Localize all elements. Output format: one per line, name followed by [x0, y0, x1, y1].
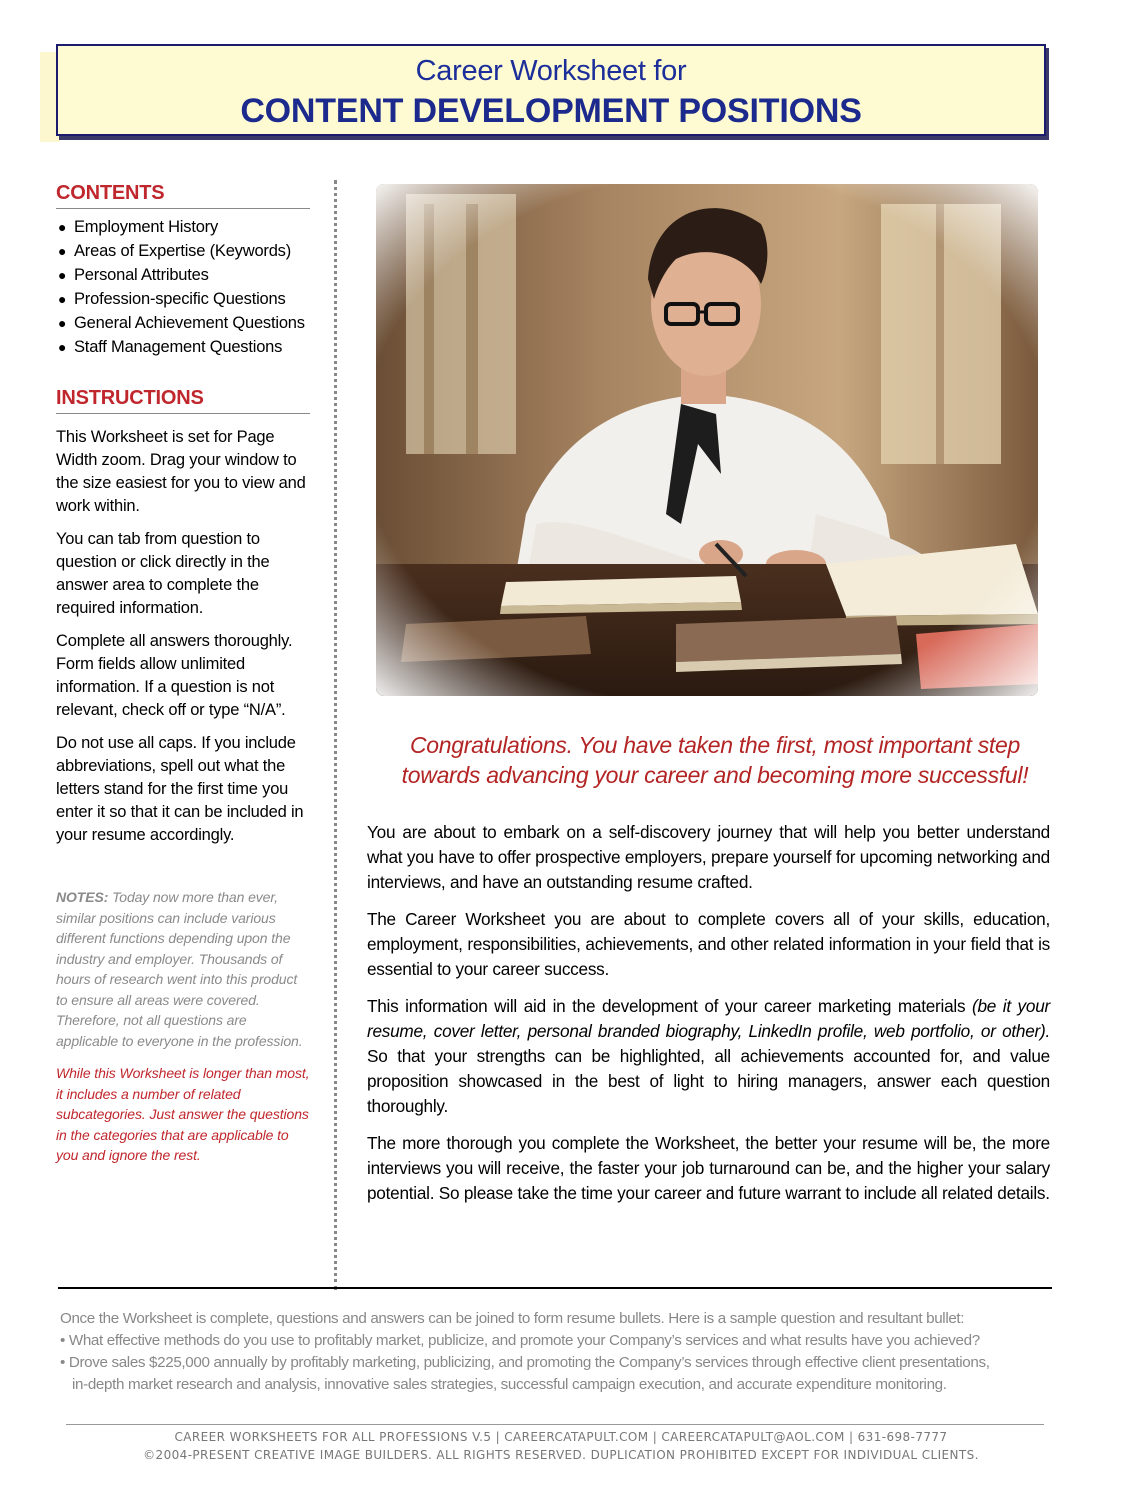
footer	[40, 1428, 1082, 1464]
congrats-message	[360, 730, 1070, 790]
contents-heading: CONTENTS	[56, 182, 310, 209]
title-banner	[40, 44, 1050, 140]
para3-lead: This information will aid in the development of your career marketing materials	[367, 996, 972, 1016]
contents-list	[56, 215, 310, 359]
notes-block	[56, 887, 310, 1051]
notes-text: Today now more than ever, similar positions can include various different functions depending upon the industry and employer. Thousands of hours of research went into this product to ensure all areas were covered. Therefore, not all questions are applicable to everyone in the profession.	[56, 889, 303, 1049]
contents-item[interactable]	[56, 215, 310, 239]
bullet-dot-icon: ●	[58, 315, 67, 331]
instructions-block	[56, 426, 310, 847]
para3-italic: (be it your resume, cover letter, personal branded biography, LinkedIn profile, web portfolio, or other).	[367, 996, 1050, 1041]
congrats-line-2: towards advancing your career and becoming more successful!	[401, 762, 1029, 788]
title-line-2: CONTENT DEVELOPMENT POSITIONS	[240, 92, 862, 130]
bullet-dot-icon: ●	[58, 339, 67, 355]
intro-paragraph-3	[367, 994, 1050, 1119]
instruction-paragraph: Complete all answers thoroughly. Form fields allow unlimited information. If a question is not relevant, check off or type “N/A”.	[56, 632, 293, 719]
intro-paragraph-1: You are about to embark on a self-discovery journey that will help you better understand what you have to offer prospective employers, prepare yourself for upcoming networking and interviews, and have an outstanding resume crafted.	[367, 822, 1050, 892]
contents-item[interactable]	[56, 239, 310, 263]
bullet-dot-icon: ●	[58, 219, 67, 235]
congrats-line-1: Congratulations. You have taken the first, most important step	[410, 732, 1020, 758]
para3-tail: So that your strengths can be highlighted, all achievements accounted for, and value proposition showcased in the best of light to hiring managers, answer each question thoroughly.	[367, 1046, 1050, 1116]
section-divider	[58, 1287, 1052, 1289]
contents-item-label: Areas of Expertise (Keywords)	[74, 242, 292, 260]
instructions-heading: INSTRUCTIONS	[56, 387, 310, 414]
contents-item-label: Profession-specific Questions	[74, 290, 286, 308]
contents-item[interactable]	[56, 287, 310, 311]
sample-intro: Once the Worksheet is complete, questions and answers can be joined to form resume bullets. Here is a sample question and resultant bullet:	[60, 1310, 965, 1327]
notes-red: While this Worksheet is longer than most, it includes a number of related subcategories. Just answer the questions in the categories that are applicable to you and ignore the rest.	[56, 1065, 310, 1163]
bullet-dot-icon: ●	[58, 267, 67, 283]
sample-question: • What effective methods do you use to profitably market, publicize, and promote your Company’s services and what results have you achieved?	[60, 1332, 980, 1349]
contents-item-label: Staff Management Questions	[74, 338, 283, 356]
contents-item-label: General Achievement Questions	[74, 314, 305, 332]
footer-line-2: ©2004-PRESENT CREATIVE IMAGE BUILDERS. ALL RIGHTS RESERVED. DUPLICATION PROHIBITED EXCEPT FOR INDIVIDUAL CLIENTS.	[143, 1448, 979, 1462]
sidebar	[56, 182, 310, 1166]
instruction-paragraph: Do not use all caps. If you include abbreviations, spell out what the letters stand for the first time you enter it so that it can be included in your resume accordingly.	[56, 734, 304, 844]
sample-bullet-line-2: in-depth market research and analysis, innovative sales strategies, successful campaign execution, and accurate expenditure monitoring.	[72, 1376, 947, 1393]
contents-item[interactable]	[56, 311, 310, 335]
vertical-divider	[334, 180, 337, 1290]
intro-body	[367, 820, 1050, 1218]
bullet-dot-icon: ●	[58, 291, 67, 307]
contents-item[interactable]	[56, 335, 310, 359]
bullet-dot-icon: ●	[58, 243, 67, 259]
contents-item-label: Personal Attributes	[74, 266, 209, 284]
footer-divider	[66, 1424, 1044, 1425]
footer-line-1: CAREER WORKSHEETS FOR ALL PROFESSIONS V.5 | CAREERCATAPULT.COM | CAREERCATAPULT@AOL.COM | 631-698-7777	[174, 1430, 948, 1444]
sample-bullet-line-1: • Drove sales $225,000 annually by profitably marketing, publicizing, and promoting the Company’s services through effective client presentations,	[60, 1354, 990, 1371]
hero-photo	[376, 184, 1038, 696]
instruction-paragraph: This Worksheet is set for Page Width zoom. Drag your window to the size easiest for you to view and work within.	[56, 428, 306, 515]
contents-item[interactable]	[56, 263, 310, 287]
notes-label: NOTES:	[56, 889, 109, 905]
sample-block	[60, 1308, 1060, 1396]
student-writing-illustration	[376, 184, 1038, 696]
intro-paragraph-2: The Career Worksheet you are about to complete covers all of your skills, education, employment, responsibilities, achievements, and other related information in your field that is essential to your career success.	[367, 909, 1050, 979]
instruction-paragraph: You can tab from question to question or click directly in the answer area to complete the required information.	[56, 530, 270, 617]
intro-paragraph-4: The more thorough you complete the Worksheet, the better your resume will be, the more interviews you will receive, the faster your job turnaround can be, and the higher your salary potential. So please take the time your career and future warrant to include all related details.	[367, 1133, 1050, 1203]
contents-item-label: Employment History	[74, 218, 219, 236]
title-line-1: Career Worksheet for	[415, 55, 687, 87]
title-box	[56, 44, 1046, 136]
